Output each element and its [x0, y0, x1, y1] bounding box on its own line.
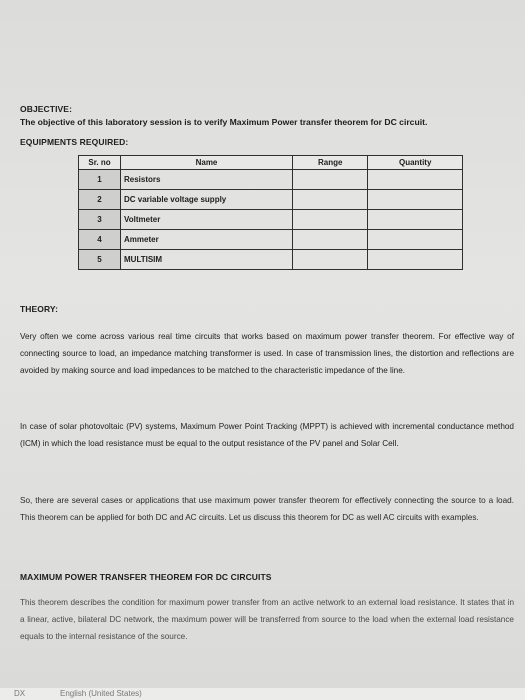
row-name: Resistors	[121, 170, 293, 190]
row-quantity	[368, 250, 463, 270]
status-bar	[0, 688, 525, 700]
row-no: 1	[79, 170, 121, 190]
equipment-table	[78, 155, 463, 270]
row-range	[293, 250, 368, 270]
mpt-dc-paragraph: This theorem describes the condition for maximum power transfer from an active network to an external load resistance. It states that in a linear, active, bilateral DC network, the maximum power will be transferred from source to the load when the external load resistance equals to the internal resistance of the source.	[20, 598, 514, 641]
row-no: 2	[79, 190, 121, 210]
row-range	[293, 170, 368, 190]
row-quantity	[368, 190, 463, 210]
mpt-dc-heading: MAXIMUM POWER TRANSFER THEOREM FOR DC CIRCUITS	[20, 572, 272, 582]
row-range	[293, 230, 368, 250]
table-row	[79, 250, 463, 270]
table-header-row	[79, 156, 463, 170]
theory-heading: THEORY:	[20, 304, 59, 314]
theory-paragraph-2: In case of solar photovoltaic (PV) systems, Maximum Power Point Tracking (MPPT) is achieved with incremental conductance method (ICM) in which the load resistance must be equal to the output resistance of the PV panel and Solar Cell.	[20, 422, 514, 448]
objective-text: The objective of this laboratory session is to verify Maximum Power transfer theorem for DC circuit.	[20, 117, 428, 127]
col-range: Range	[293, 156, 368, 170]
table-row	[79, 230, 463, 250]
table-row	[79, 170, 463, 190]
theory-paragraph-1: Very often we come across various real time circuits that works based on maximum power transfer theorem. For effective way of connecting source to load, an impedance matching transformer is used. In case of transmission lines, the distortion and reflections are avoided by making source and load impedances to be matched to the characteristic impedance of the line.	[20, 332, 514, 375]
row-no: 3	[79, 210, 121, 230]
row-no: 5	[79, 250, 121, 270]
row-quantity	[368, 210, 463, 230]
theory-paragraph-3: So, there are several cases or applications that use maximum power transfer theorem for effectively connecting the source to a load. This theorem can be applied for both DC and AC circuits. Let us discuss this theorem for DC as well AC circuits with examples.	[20, 496, 514, 522]
row-range	[293, 210, 368, 230]
row-quantity	[368, 170, 463, 190]
equipment-heading: EQUIPMENTS REQUIRED:	[20, 137, 129, 147]
row-no: 4	[79, 230, 121, 250]
objective-heading: OBJECTIVE:	[20, 104, 73, 114]
status-left-text: DX	[14, 689, 26, 698]
col-name: Name	[121, 156, 293, 170]
row-name: MULTISIM	[121, 250, 293, 270]
col-quantity: Quantity	[368, 156, 463, 170]
row-name: Ammeter	[121, 230, 293, 250]
table-row	[79, 210, 463, 230]
row-quantity	[368, 230, 463, 250]
language-indicator[interactable]: English (United States)	[60, 689, 142, 698]
table-row	[79, 190, 463, 210]
row-name: Voltmeter	[121, 210, 293, 230]
row-range	[293, 190, 368, 210]
col-sr-no: Sr. no	[79, 156, 121, 170]
row-name: DC variable voltage supply	[121, 190, 293, 210]
